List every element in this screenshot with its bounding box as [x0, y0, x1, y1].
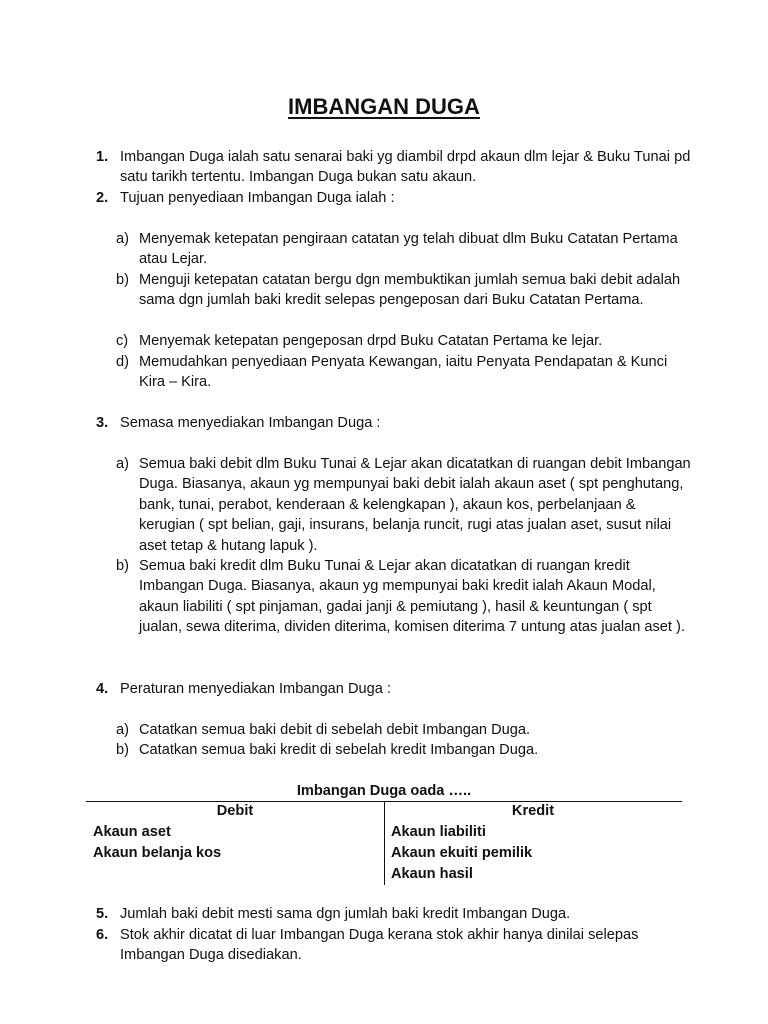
sub-item-label: a) [116, 231, 129, 247]
page-title: IMBANGAN DUGA [288, 94, 480, 119]
sub-item-text: Menyemak ketepatan pengiraan catatan yg telah dibuat dlm Buku Catatan Pertama atau Lejar. [139, 231, 678, 268]
table-cell-kredit: Akaun hasil [391, 866, 473, 882]
sub-item-tujuan-c [116, 331, 691, 351]
item-number: 1. [96, 149, 109, 165]
list-item-2 [96, 188, 696, 208]
item-number: 6. [96, 927, 109, 943]
table-cell-debit: Akaun belanja kos [93, 845, 222, 861]
sub-item-text: Memudahkan penyediaan Penyata Kewangan, iaitu Penyata Pendapatan & Kunci Kira – Kira. [139, 354, 668, 391]
sub-item-tujuan-b [116, 270, 691, 311]
sub-item-label: b) [116, 742, 129, 758]
sub-item-peraturan-b [116, 740, 691, 760]
sub-item-text: Catatkan semua baki kredit di sebelah kredit Imbangan Duga. [139, 742, 539, 758]
item-text: Stok akhir dicatat di luar Imbangan Duga kerana stok akhir hanya dinilai selepas Imbangan Duga disediakan. [120, 927, 639, 964]
sub-item-label: b) [116, 558, 129, 574]
list-item-3 [96, 413, 696, 433]
list-item-6 [96, 925, 696, 966]
sub-item-semasa-b [116, 556, 691, 638]
table-cell-kredit: Akaun liabiliti [391, 824, 486, 840]
item-number: 2. [96, 190, 109, 206]
list-item-5 [96, 904, 696, 924]
list-item-4 [96, 679, 696, 699]
item-number: 5. [96, 906, 109, 922]
sub-item-label: a) [116, 722, 129, 738]
item-number: 4. [96, 681, 109, 697]
sub-item-text: Menyemak ketepatan pengeposan drpd Buku Catatan Pertama ke lejar. [139, 333, 603, 349]
item-text: Jumlah baki debit mesti sama dgn jumlah baki kredit Imbangan Duga. [120, 906, 571, 922]
sub-item-tujuan-a [116, 229, 691, 270]
sub-item-label: c) [116, 333, 129, 349]
item-text: Semasa menyediakan Imbangan Duga : [120, 415, 381, 431]
list-item-1 [96, 147, 696, 188]
item-text: Tujuan penyediaan Imbangan Duga ialah : [120, 190, 395, 206]
sub-item-text: Semua baki debit dlm Buku Tunai & Lejar akan dicatatkan di ruangan debit Imbangan Duga. Biasanya, akaun yg mempunyai baki debit ialah akaun aset ( spt penghutang, bank, tunai, perabot, kenderaan & kelengkapan ), akaun kos, perbelanjaan & kerugian ( spt belian, gaji, insurans, belanja runcit, rugi atas jualan aset, susut nilai aset tetap & hutang lapuk ). [139, 456, 691, 554]
item-text: Peraturan menyediakan Imbangan Duga : [120, 681, 391, 697]
sub-item-tujuan-d [116, 352, 691, 393]
table-cell-debit: Akaun aset [93, 824, 171, 840]
sub-item-peraturan-a [116, 720, 691, 740]
sub-item-label: a) [116, 456, 129, 472]
table-header-kredit: Kredit [511, 803, 555, 819]
table-title: Imbangan Duga oada ….. [296, 783, 472, 799]
sub-item-semasa-a [116, 454, 691, 556]
sub-item-label: b) [116, 272, 129, 288]
sub-item-label: d) [116, 354, 129, 370]
sub-item-text: Semua baki kredit dlm Buku Tunai & Lejar akan dicatatkan di ruangan kredit Imbangan Duga. Biasanya, akaun yg mempunyai baki kredit ialah Akaun Modal, akaun liabiliti ( spt pinjaman, gadai janji & pemiutang ), hasil & keuntungan ( spt jualan, sewa diterima, dividen diterima, komisen diterima 7 untung atas jualan aset ). [139, 558, 685, 636]
table-header-debit: Debit [216, 803, 254, 819]
sub-item-text: Catatkan semua baki debit di sebelah debit Imbangan Duga. [139, 722, 531, 738]
item-text: Imbangan Duga ialah satu senarai baki yg diambil drpd akaun dlm lejar & Buku Tunai pd satu tarikh tertentu. Imbangan Duga bukan satu akaun. [120, 149, 691, 186]
item-number: 3. [96, 415, 109, 431]
table-cell-kredit: Akaun ekuiti pemilik [391, 845, 533, 861]
sub-item-text: Menguji ketepatan catatan bergu dgn membuktikan jumlah semua baki debit adalah sama dgn jumlah baki kredit selepas pengeposan dari Buku Catatan Pertama. [139, 272, 681, 309]
